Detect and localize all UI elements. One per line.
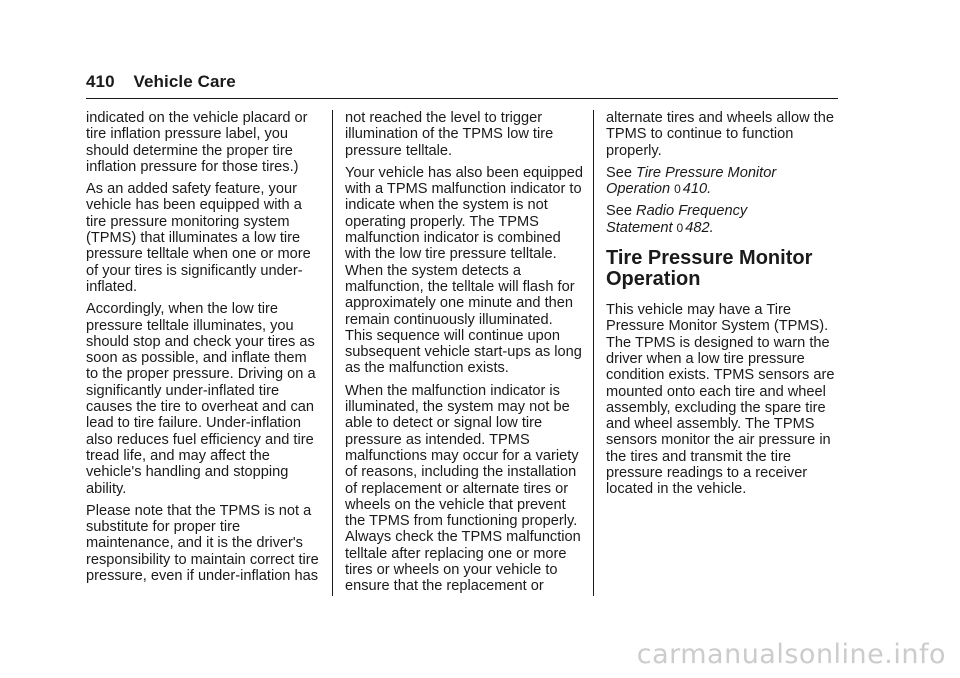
reference-title[interactable]: Radio Frequency Statement	[606, 203, 748, 236]
paragraph: indicated on the vehicle placard or tire inflation pressure label, you should determine the proper tire inflation pressure for those tires.)	[86, 110, 308, 175]
paragraph: Accordingly, when the low tire pressure telltale illuminates, you should stop and check your tires as soon as possible, and inflate them to the proper pressure. Driving on a significantly under-inflated tire causes the tire to overheat and can lead to tire failure. Under-inflation also reduces fuel efficiency and tire tread life, and may affect the vehicle's handling and stopping ability.	[86, 301, 316, 497]
paragraph: When the malfunction indicator is illuminated, the system may not be able to detect or signal low tire pressure as intended. TPMS malfunctions may occur for a variety of reasons, including the installation of replacement or alternate tires or wheels on the vehicle that prevent the TPMS from functioning properly. Always check the TPMS malfunction telltale after replacing one or more tires or wheels on your vehicle to ensure that the replacement or	[345, 382, 581, 595]
page-number: 410	[86, 72, 115, 91]
section-name: Vehicle Care	[133, 72, 236, 91]
header-rule	[86, 98, 838, 99]
watermark: carmanualsonline.info	[636, 639, 946, 670]
paragraph: Please note that the TPMS is not a substitute for proper tire maintenance, and it is the driver's responsibility to maintain correct tire pressure, even if under-inflation has	[86, 502, 319, 585]
paragraph: This vehicle may have a Tire Pressure Monitor System (TPMS). The TPMS is designed to warn the driver when a low tire pressure condition exists. TPMS sensors are mounted onto each tire and wheel assembly, excluding the spare tire and wheel assembly. The TPMS sensors monitor the air pressure in the tires and transmit the tire pressure readings to a receiver located in the vehicle.	[606, 302, 835, 498]
column-1	[86, 110, 322, 590]
page-header	[86, 72, 236, 92]
column-divider	[593, 110, 594, 596]
paragraph: As an added safety feature, your vehicle has been equipped with a tire pressure monitoring system (TPMS) that illuminates a low tire pressure telltale when one or more of your tires is significantly under-inflated.	[86, 181, 311, 295]
paragraph: not reached the level to trigger illumination of the TPMS low tire pressure telltale.	[345, 110, 554, 159]
cross-reference-radio-frequency[interactable]: See Radio Frequency Statement 0 482.	[606, 203, 748, 236]
column-2	[345, 110, 583, 601]
cross-reference-tpm-operation[interactable]: See Tire Pressure Monitor Operation 0 410.	[606, 164, 777, 198]
column-divider	[332, 110, 333, 596]
paragraph: Your vehicle has also been equipped with a TPMS malfunction indicator to indicate when the system is not operating properly. The TPMS malfunction indicator is combined with the low tire pressure telltale. When the system detects a malfunction, the telltale will flash for approximately one minute and then remain continuously illuminated. This sequence will continue upon subsequent vehicle start-ups as long as the malfunction exists.	[345, 164, 584, 377]
column-3	[606, 110, 842, 504]
page-reference-icon: 0	[674, 182, 681, 197]
section-heading: Tire Pressure Monitor Operation	[606, 247, 813, 291]
reference-page[interactable]: 482.	[685, 219, 714, 236]
paragraph: alternate tires and wheels allow the TPMS to continue to function properly.	[606, 110, 834, 159]
page-reference-icon: 0	[676, 220, 684, 235]
reference-page[interactable]: 410.	[682, 181, 712, 198]
reference-title[interactable]: Tire Pressure Monitor Operation	[606, 164, 777, 198]
